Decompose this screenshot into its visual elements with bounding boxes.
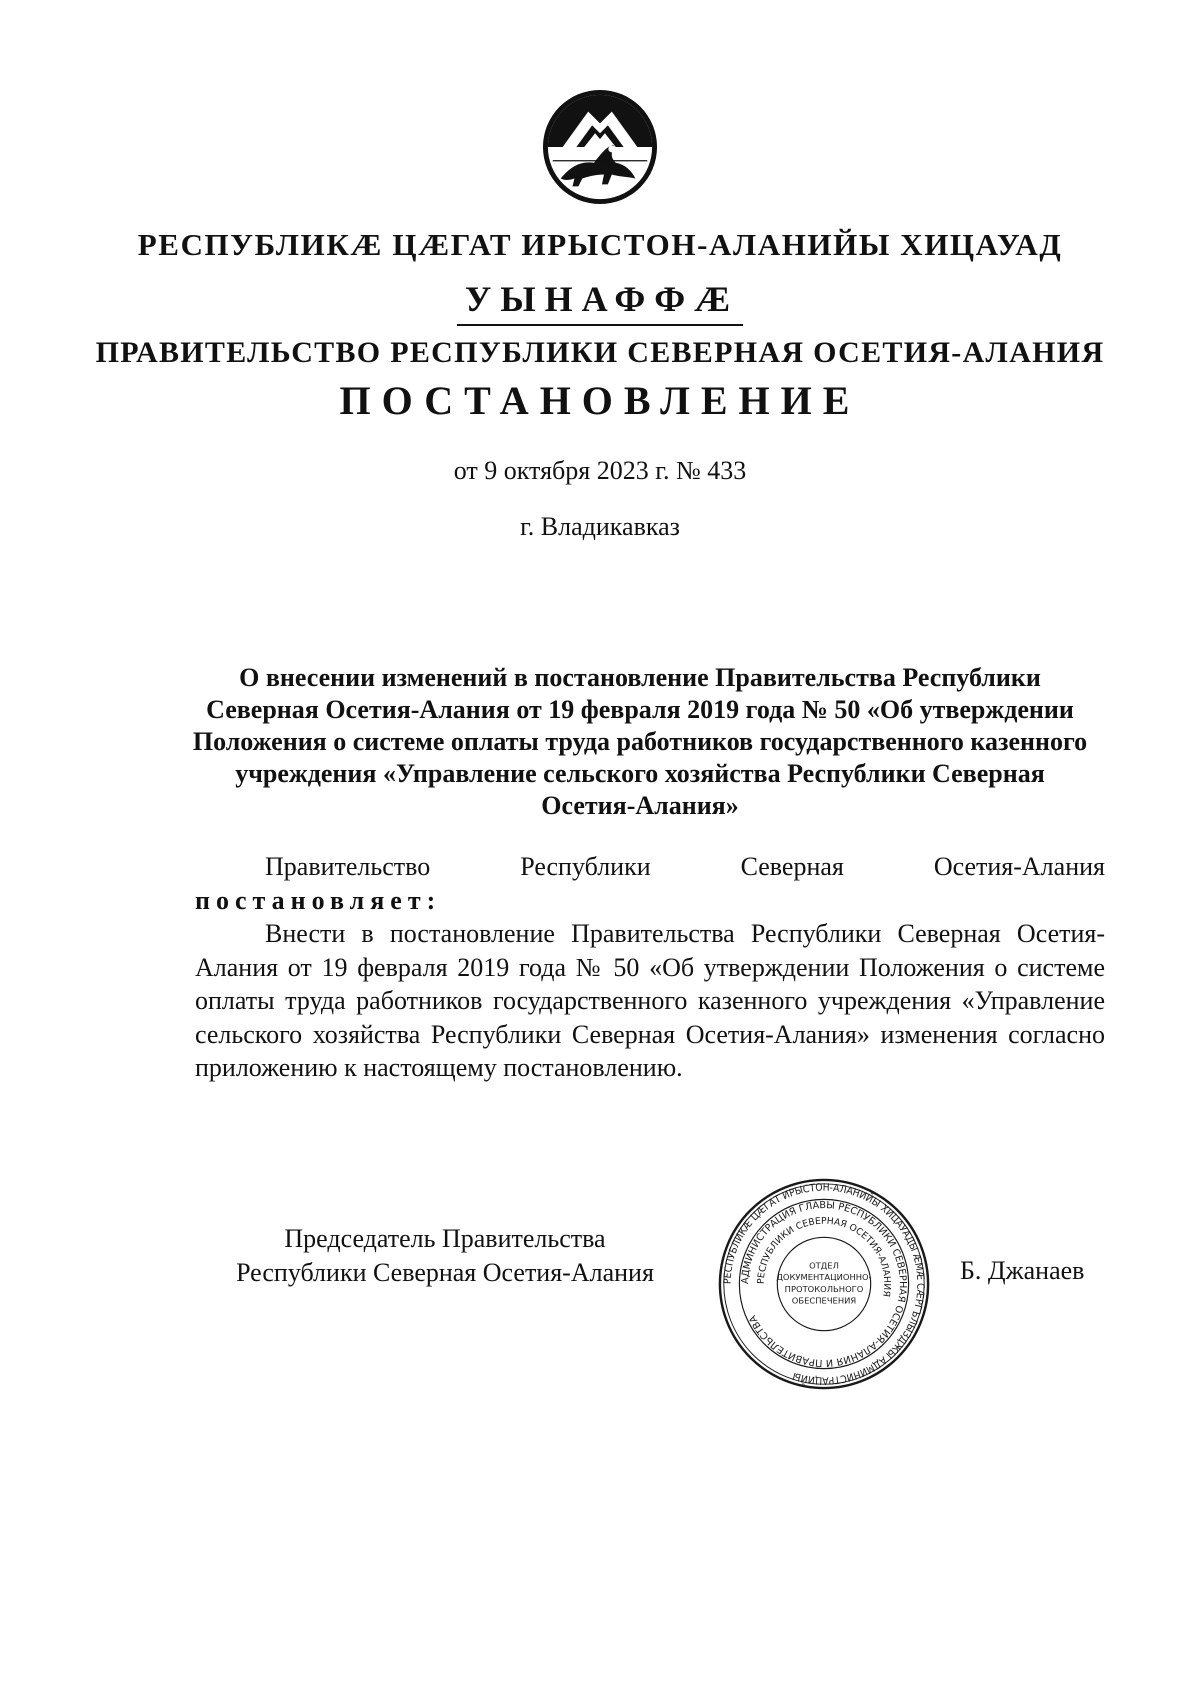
stamp-outer-ring-text: РЕСПУБЛИКӔ ЦӔГАТ ИРЫСТОН-АЛАНИЙЫ ХИЦАУАДЫ ӔМӔ СӔРГЪЛЫЗДЖЫ АДМИНИСТРАЦИЙЫ: [722, 1182, 926, 1386]
stamp-center-line2: ДОКУМЕНТАЦИОННО-: [776, 1272, 872, 1283]
signer-name: Б. Джанаев: [960, 1256, 1085, 1285]
body-preamble: Правительство Республики Северная Осетия-Алания: [265, 852, 1105, 881]
signer-position-line1: Председатель Правительства: [284, 1224, 606, 1253]
document-body: [195, 850, 1105, 1085]
signer-position-line2: Республики Северная Осетия-Алания: [236, 1258, 654, 1287]
official-stamp: [717, 1177, 931, 1391]
stamp-center-line1: ОТДЕЛ: [809, 1260, 839, 1271]
signer-position: [195, 1222, 695, 1290]
stamp-center-line3: ПРОТОКОЛЬНОГО: [784, 1283, 864, 1294]
coat-of-arms-emblem: [541, 88, 659, 206]
russian-government-name: ПРАВИТЕЛЬСТВО РЕСПУБЛИКИ СЕВЕРНАЯ ОСЕТИЯ-АЛАНИЯ: [95, 336, 1105, 369]
stamp-middle-ring-text: АДМИНИСТРАЦИЯ ГЛАВЫ РЕСПУБЛИКИ СЕВЕРНАЯ ОСЕТИЯ-АЛАНИЯ И ПРАВИТЕЛЬСТВА: [740, 1200, 908, 1368]
stamp-center-line4: ОБЕСПЕЧЕНИЯ: [791, 1295, 857, 1306]
ossetian-document-type: [0, 278, 1200, 326]
document-subject: О внесении изменений в постановление Правительства Республики Северная Осетия-Алания от 19 февраля 2019 года № 50 «Об утверждении Положения о системе оплаты труда работников государственного казенного учреждения «Управление сельского хозяйства Республики Северная Осетия-Алания»: [192, 663, 1088, 820]
document-date-number: от 9 октября 2023 г. № 433: [453, 456, 747, 485]
body-main-paragraph: Внести в постановление Правительства Республики Северная Осетия-Алания от 19 февраля 2019 года № 50 «Об утверждении Положения о системе оплаты труда работников государственного казенного учреждения «Управление сельского хозяйства Республики Северная Осетия-Алания» изменения согласно приложению к настоящему постановлению.: [195, 919, 1105, 1082]
document-city: г. Владикавказ: [520, 512, 680, 541]
ossetian-government-name: РЕСПУБЛИКӔ ЦӔГАТ ИРЫСТОН-АЛАНИЙЫ ХИЦАУАД: [137, 227, 1063, 262]
document-type-title: ПОСТАНОВЛЕНИЕ: [339, 378, 861, 423]
stamp-inner-ring-text: РЕСПУБЛИКИ СЕВЕРНАЯ ОСЕТИЯ-АЛАНИЯ: [755, 1215, 893, 1298]
ossetian-title-underlined: УЫНАФФӔ: [457, 278, 743, 326]
body-decree-word: постановляет:: [195, 885, 442, 915]
